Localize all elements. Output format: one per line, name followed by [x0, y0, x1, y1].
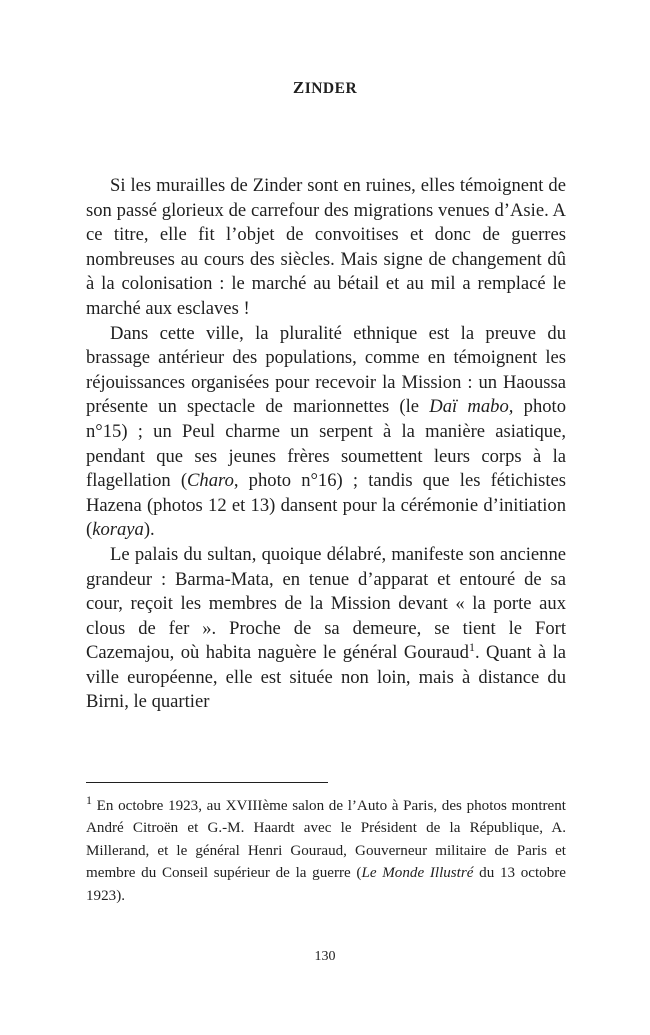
paragraph-2-text-1: Dans cette ville, la pluralité ethnique est la preuve du brassage antérieur des populations, comme en témoignent les réjouissances organisées pour recevoir la Mission : un Haoussa présente un spectacle de marionnettes (le [86, 322, 566, 418]
paragraph-2 [86, 322, 566, 543]
footnote-italic-1: Le Monde Illustré [361, 865, 474, 882]
footnote-divider [86, 782, 328, 783]
page-number: 130 [314, 949, 336, 964]
body-text [86, 174, 566, 715]
page-title [0, 78, 650, 98]
footnote [86, 792, 566, 907]
paragraph-3-text-2: . Quant à la ville européenne, elle est située non loin, mais à distance du Birni, le quartier [86, 642, 566, 713]
page-title-rest: INDER [304, 80, 358, 97]
paragraph-2-italic-1: Daï mabo, [429, 396, 514, 418]
paragraph-1: Si les murailles de Zinder sont en ruines, elles témoignent de son passé glorieux de carrefour des migrations venues d’Asie. A ce titre, elle fit l’objet de convoitises et donc de guerres nombreuses au cours des siècles. Mais signe de changement dû à la colonisation : le marché au bétail et au mil a remplacé le marché aux esclaves ! [86, 175, 566, 319]
paragraph-2-italic-3: koraya [92, 519, 144, 541]
footnote-reference[interactable]: 1 [468, 640, 475, 655]
paragraph-2-text-4: ). [143, 519, 155, 541]
paragraph-2-text-3: , photo n°16) ; tandis que les fétichistes Hazena (photos 12 et 13) dansent pour la cérémonie d’initiation ( [86, 470, 566, 541]
paragraph-2-text-2: photo n°15) ; un Peul charme un serpent à la manière asiatique, pendant que ses jeunes frères soumettent leurs corps à la flagellation ( [86, 396, 566, 492]
footnote-text-1: En octobre 1923, au XVIIIème salon de l’Auto à Paris, des photos montrent André Citroën et G.-M. Haardt avec le Président de la République, A. Millerand, et le général Henri Gouraud, Gouverneur militaire de Paris et membre du Conseil supérieur de la guerre ( [86, 798, 566, 882]
page-title-initial: Z [292, 78, 305, 97]
footnote-mark: 1 [86, 792, 92, 807]
paragraph-3 [86, 543, 566, 715]
footnote-text-2: du 13 octobre 1923). [86, 865, 566, 904]
paragraph-3-text-1: Le palais du sultan, quoique délabré, manifeste son ancienne grandeur : Barma-Mata, en tenue d’apparat et entouré de sa cour, reçoit les membres de la Mission devant « la porte aux clous de fer ». Proche de sa demeure, se tient le Fort Cazemajou, où habita naguère le général Gouraud [86, 543, 566, 664]
paragraph-2-italic-2: Charo [187, 470, 234, 492]
